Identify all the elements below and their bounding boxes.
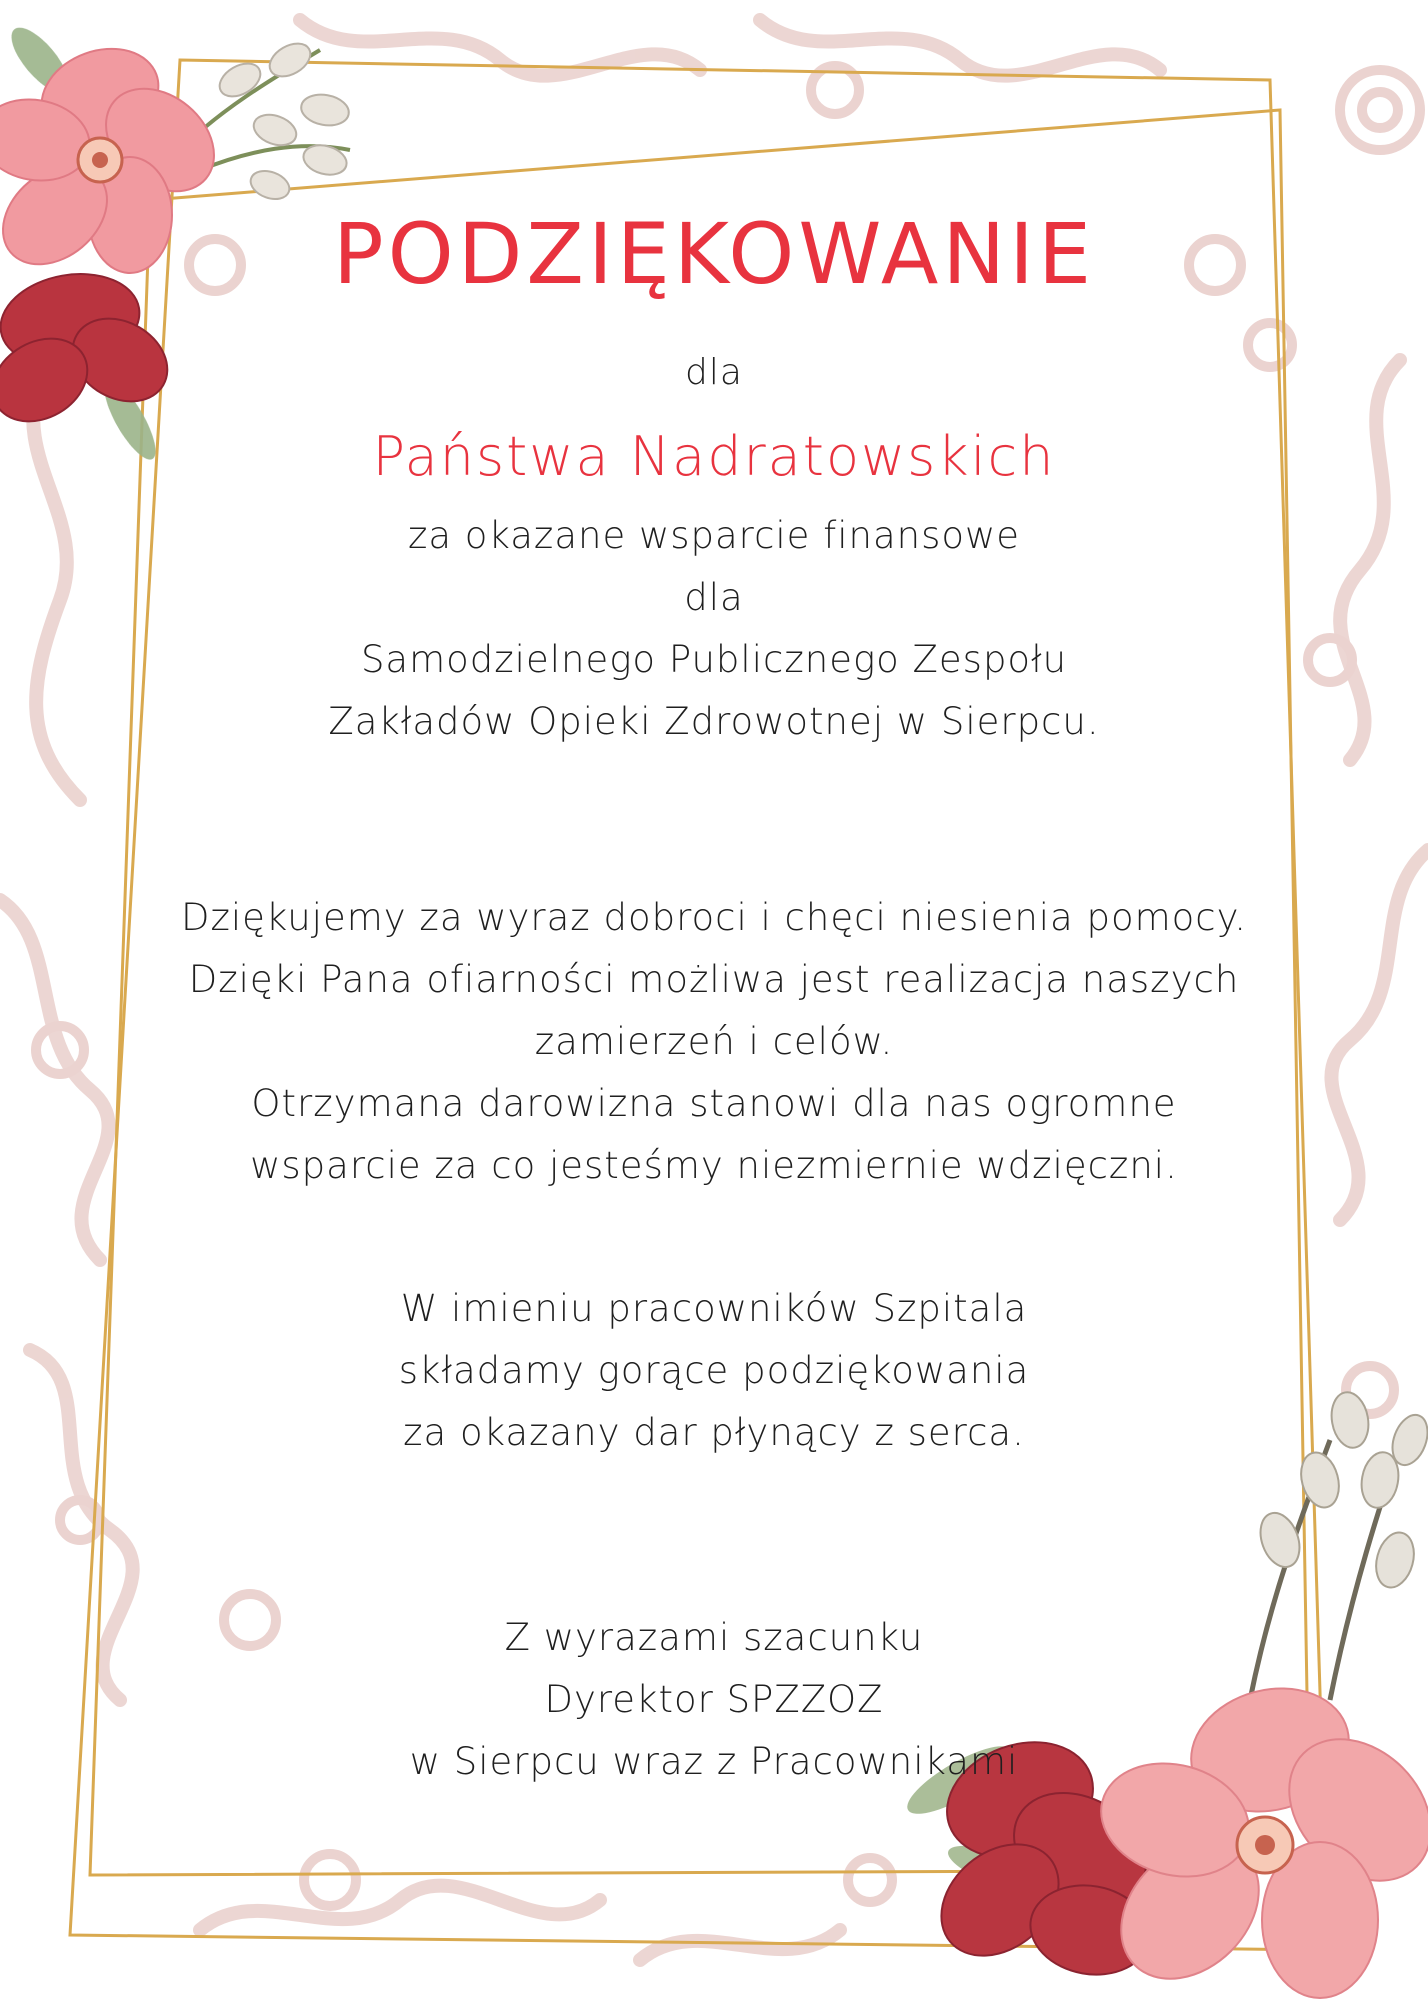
intro-line: Zakładów Opieki Zdrowotnej w Sierpcu. [328, 700, 1100, 743]
closing-line: składamy gorące podziękowania [398, 1349, 1030, 1392]
intro-line: dla [684, 576, 744, 619]
intro-line: Samodzielnego Publicznego Zespołu [360, 638, 1068, 681]
body-line: wsparcie za co jesteśmy niezmiernie wdzięczni. [250, 1144, 1178, 1187]
intro-paragraph [0, 505, 1428, 753]
signature-line: Dyrektor SPZZOZ [544, 1678, 884, 1721]
certificate-title: PODZIĘKOWANIE [332, 205, 1096, 303]
closing-line: za okazany dar płynący z serca. [403, 1411, 1025, 1454]
signature-line: Z wyrazami szacunku [504, 1616, 924, 1659]
closing-line: W imieniu pracowników Szpitala [400, 1287, 1028, 1330]
body-paragraph [0, 887, 1428, 1197]
body-line: Dziękujemy za wyraz dobroci i chęci niesienia pomocy. [180, 896, 1248, 939]
signature-block [0, 1607, 1428, 1793]
for-word: dla [685, 352, 743, 393]
intro-line: za okazane wsparcie finansowe [407, 514, 1021, 557]
closing-paragraph [0, 1278, 1428, 1464]
recipient-name: Państwa Nadratowskich [372, 425, 1056, 488]
body-line: Dzięki Pana ofiarności możliwa jest realizacja naszych [188, 958, 1240, 1001]
signature-line: w Sierpcu wraz z Pracownikami [409, 1740, 1019, 1783]
body-line: Otrzymana darowizna stanowi dla nas ogromne [251, 1082, 1177, 1125]
body-line: zamierzeń i celów. [534, 1020, 894, 1063]
